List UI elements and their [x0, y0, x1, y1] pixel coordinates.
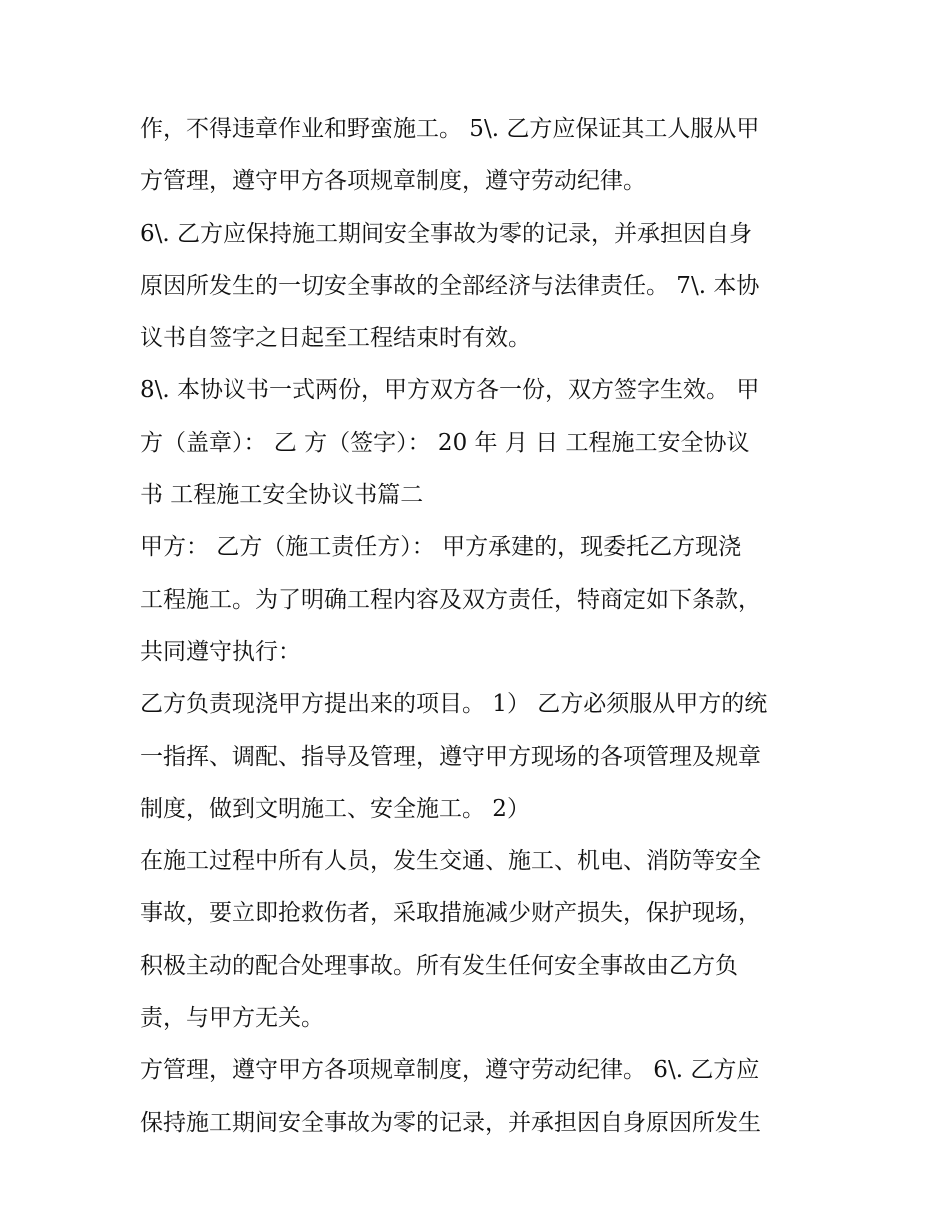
- text-line: 制度，做到文明施工、安全施工。 2）: [140, 795, 530, 822]
- text-line: 方管理，遵守甲方各项规章制度，遵守劳动纪律。 6\. 乙方应: [140, 1057, 760, 1084]
- text-line: 议书自签字之日起至工程结束时有效。: [140, 325, 531, 352]
- text-line: 保持施工期间安全事故为零的记录，并承担因自身原因所发生: [140, 1109, 761, 1136]
- text-line: 书 工程施工安全协议书篇二: [140, 482, 424, 509]
- text-line: 原因所发生的一切安全事故的全部经济与法律责任。 7\. 本协: [140, 272, 760, 299]
- text-line: 事故，要立即抢救伤者，采取措施减少财产损失，保护现场，: [140, 900, 761, 927]
- text-line: 作，不得违章作业和野蛮施工。 5\. 乙方应保证其工人服从甲: [140, 116, 760, 142]
- text-line: 工程施工。为了明确工程内容及双方责任，特商定如下条款，: [140, 586, 761, 613]
- text-line: 共同遵守执行：: [140, 638, 301, 665]
- text-line: 一指挥、调配、指导及管理，遵守甲方现场的各项管理及规章: [140, 743, 761, 770]
- text-line: 方（盖章）： 乙 方（签字）： 20 年 月 日 工程施工安全协议: [140, 429, 750, 456]
- text-line: 责，与甲方无关。: [140, 1005, 324, 1032]
- text-line: 方管理，遵守甲方各项规章制度，遵守劳动纪律。: [140, 168, 646, 195]
- text-line: 6\. 乙方应保持施工期间安全事故为零的记录，并承担因自身: [140, 220, 753, 247]
- text-line: 在施工过程中所有人员，发生交通、施工、机电、消防等安全: [140, 848, 761, 875]
- text-line: 乙方负责现浇甲方提出来的项目。 1） 乙方必须服从甲方的统: [140, 691, 768, 718]
- text-line: 积极主动的配合处理事故。所有发生任何安全事故由乙方负: [140, 952, 738, 979]
- text-line: 甲方： 乙方（施工责任方）： 甲方承建的，现委托乙方现浇: [140, 534, 742, 561]
- text-line: 8\. 本协议书一式两份，甲方双方各一份，双方签字生效。 甲: [140, 377, 760, 404]
- document-body: [140, 103, 812, 1149]
